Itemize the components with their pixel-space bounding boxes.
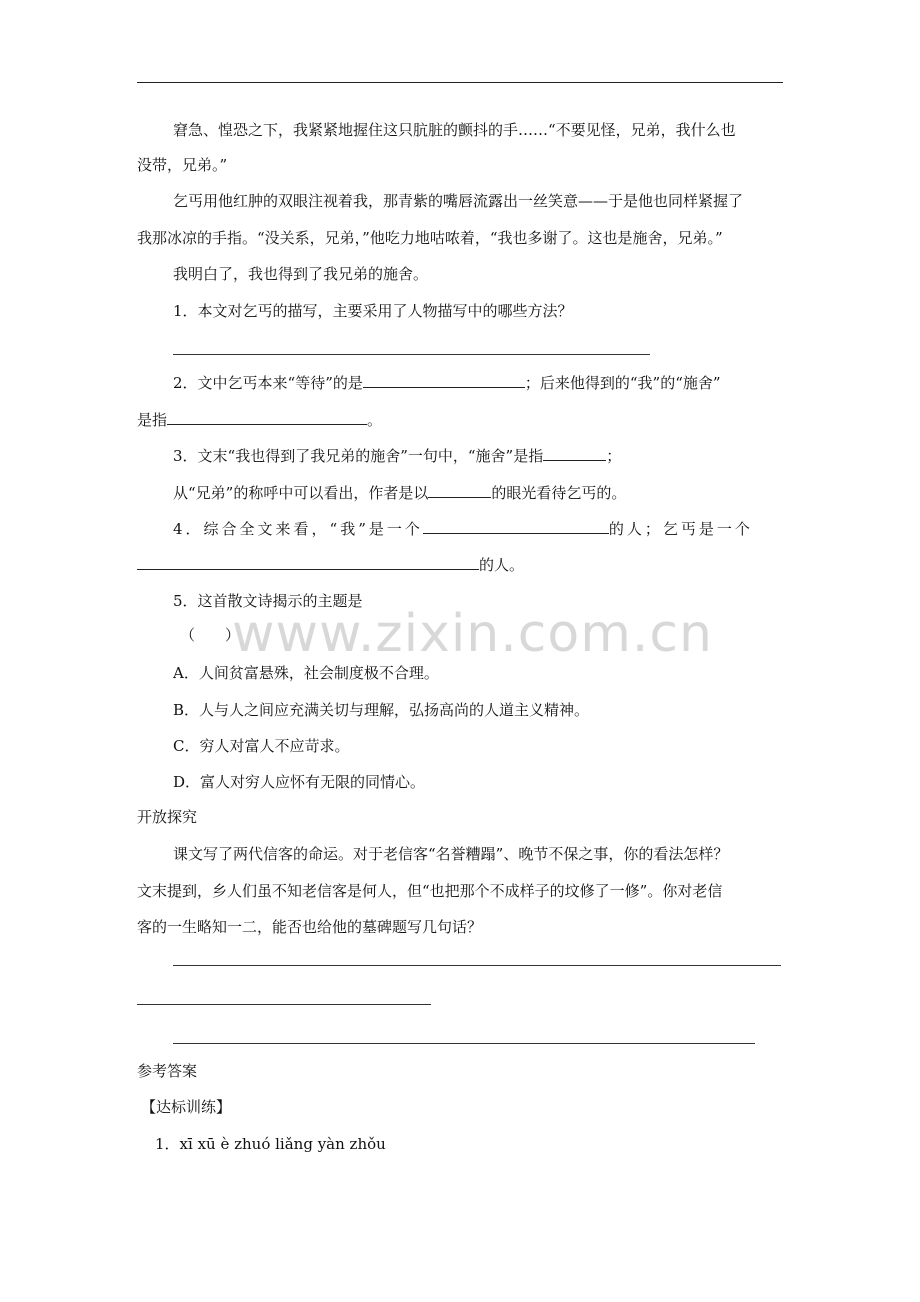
blank-q3-alms[interactable] bbox=[543, 446, 606, 461]
answer-line-open-1[interactable] bbox=[173, 965, 781, 966]
question-3-cont bbox=[173, 483, 783, 503]
passage-paragraph-1-cont: 没带，兄弟。” bbox=[137, 156, 228, 174]
question-4-cont bbox=[137, 555, 783, 575]
question-2-text-b: ；后来他得到的“我”的“施舍” bbox=[524, 374, 721, 392]
question-2 bbox=[173, 373, 783, 393]
option-c[interactable]: C．穷人对富人不应苛求。 bbox=[173, 737, 350, 755]
question-2-text-a: 2．文中乞丐本来“等待”的是 bbox=[173, 374, 363, 392]
question-4 bbox=[173, 519, 783, 539]
question-5-answer-paren[interactable]: （ ） bbox=[180, 626, 241, 644]
answer-line-open-3[interactable] bbox=[173, 1043, 755, 1044]
blank-q4-me[interactable] bbox=[423, 519, 609, 534]
answer-line-q1[interactable] bbox=[173, 354, 650, 355]
question-3-text-d: 的眼光看待乞丐的。 bbox=[491, 484, 627, 502]
open-inquiry-heading: 开放探究 bbox=[137, 808, 198, 826]
question-2-text-d: 。 bbox=[367, 411, 383, 429]
option-b[interactable]: B．人与人之间应充满关切与理解，弘扬高尚的人道主义精神。 bbox=[173, 701, 590, 719]
open-inquiry-line-2: 文末提到，乡人们虽不知老信客是何人，但“也把那个不成样子的坟修了一修”。你对老信 bbox=[137, 882, 723, 900]
option-a[interactable]: A．人间贫富悬殊，社会制度极不合理。 bbox=[173, 664, 439, 682]
blank-q4-beggar[interactable] bbox=[137, 555, 479, 570]
passage-paragraph-3: 我明白了，我也得到了我兄弟的施舍。 bbox=[173, 265, 429, 283]
header-rule bbox=[137, 82, 783, 83]
blank-q2-alms[interactable] bbox=[167, 410, 367, 425]
passage-paragraph-1: 窘急、惶恐之下，我紧紧地握住这只肮脏的颤抖的手……“不要见怪，兄弟，我什么也 bbox=[173, 121, 736, 139]
answers-section-label: 【达标训练】 bbox=[141, 1098, 232, 1116]
question-5: 5．这首散文诗揭示的主题是 bbox=[173, 592, 363, 610]
answers-heading: 参考答案 bbox=[137, 1062, 198, 1080]
question-4-text-b: 的人；乞丐是一个 bbox=[608, 520, 753, 538]
blank-q3-view[interactable] bbox=[428, 483, 491, 498]
question-3 bbox=[173, 446, 783, 466]
question-1: 1．本文对乞丐的描写，主要采用了人物描写中的哪些方法？ bbox=[173, 302, 573, 320]
question-3-text-c: 从“兄弟”的称呼中可以看出，作者是以 bbox=[173, 484, 429, 502]
question-2-text-c: 是指 bbox=[137, 411, 168, 429]
watermark: www.zixin.com.cn bbox=[232, 604, 713, 664]
question-2-cont bbox=[137, 410, 783, 430]
passage-paragraph-2: 乞丐用他红肿的双眼注视着我，那青紫的嘴唇流露出一丝笑意——于是他也同样紧握了 bbox=[173, 192, 744, 210]
option-d[interactable]: D．富人对穷人应怀有无限的同情心。 bbox=[173, 773, 426, 791]
answer-line-open-2[interactable] bbox=[137, 1004, 431, 1005]
question-4-text-a: 4．综合全文来看，“我”是一个 bbox=[173, 520, 423, 538]
open-inquiry-line-3: 客的一生略知一二，能否也给他的墓碑题写几句话？ bbox=[137, 918, 483, 936]
blank-q2-waiting[interactable] bbox=[363, 373, 525, 388]
question-4-text-c: 的人。 bbox=[479, 556, 525, 574]
question-3-text-a: 3．文末“我也得到了我兄弟的施舍”一句中，“施舍”是指 bbox=[173, 447, 544, 465]
answer-1: 1．xī xū è zhuó liǎng yàn zhǒu bbox=[155, 1135, 386, 1153]
open-inquiry-line-1: 课文写了两代信客的命运。对于老信客“名誉糟蹋”、晚节不保之事，你的看法怎样？ bbox=[173, 845, 729, 863]
question-3-text-b: ； bbox=[606, 447, 622, 465]
passage-paragraph-2-cont: 我那冰凉的手指。“没关系，兄弟，”他吃力地咕哝着，“我也多谢了。这也是施舍，兄弟。” bbox=[137, 229, 723, 247]
